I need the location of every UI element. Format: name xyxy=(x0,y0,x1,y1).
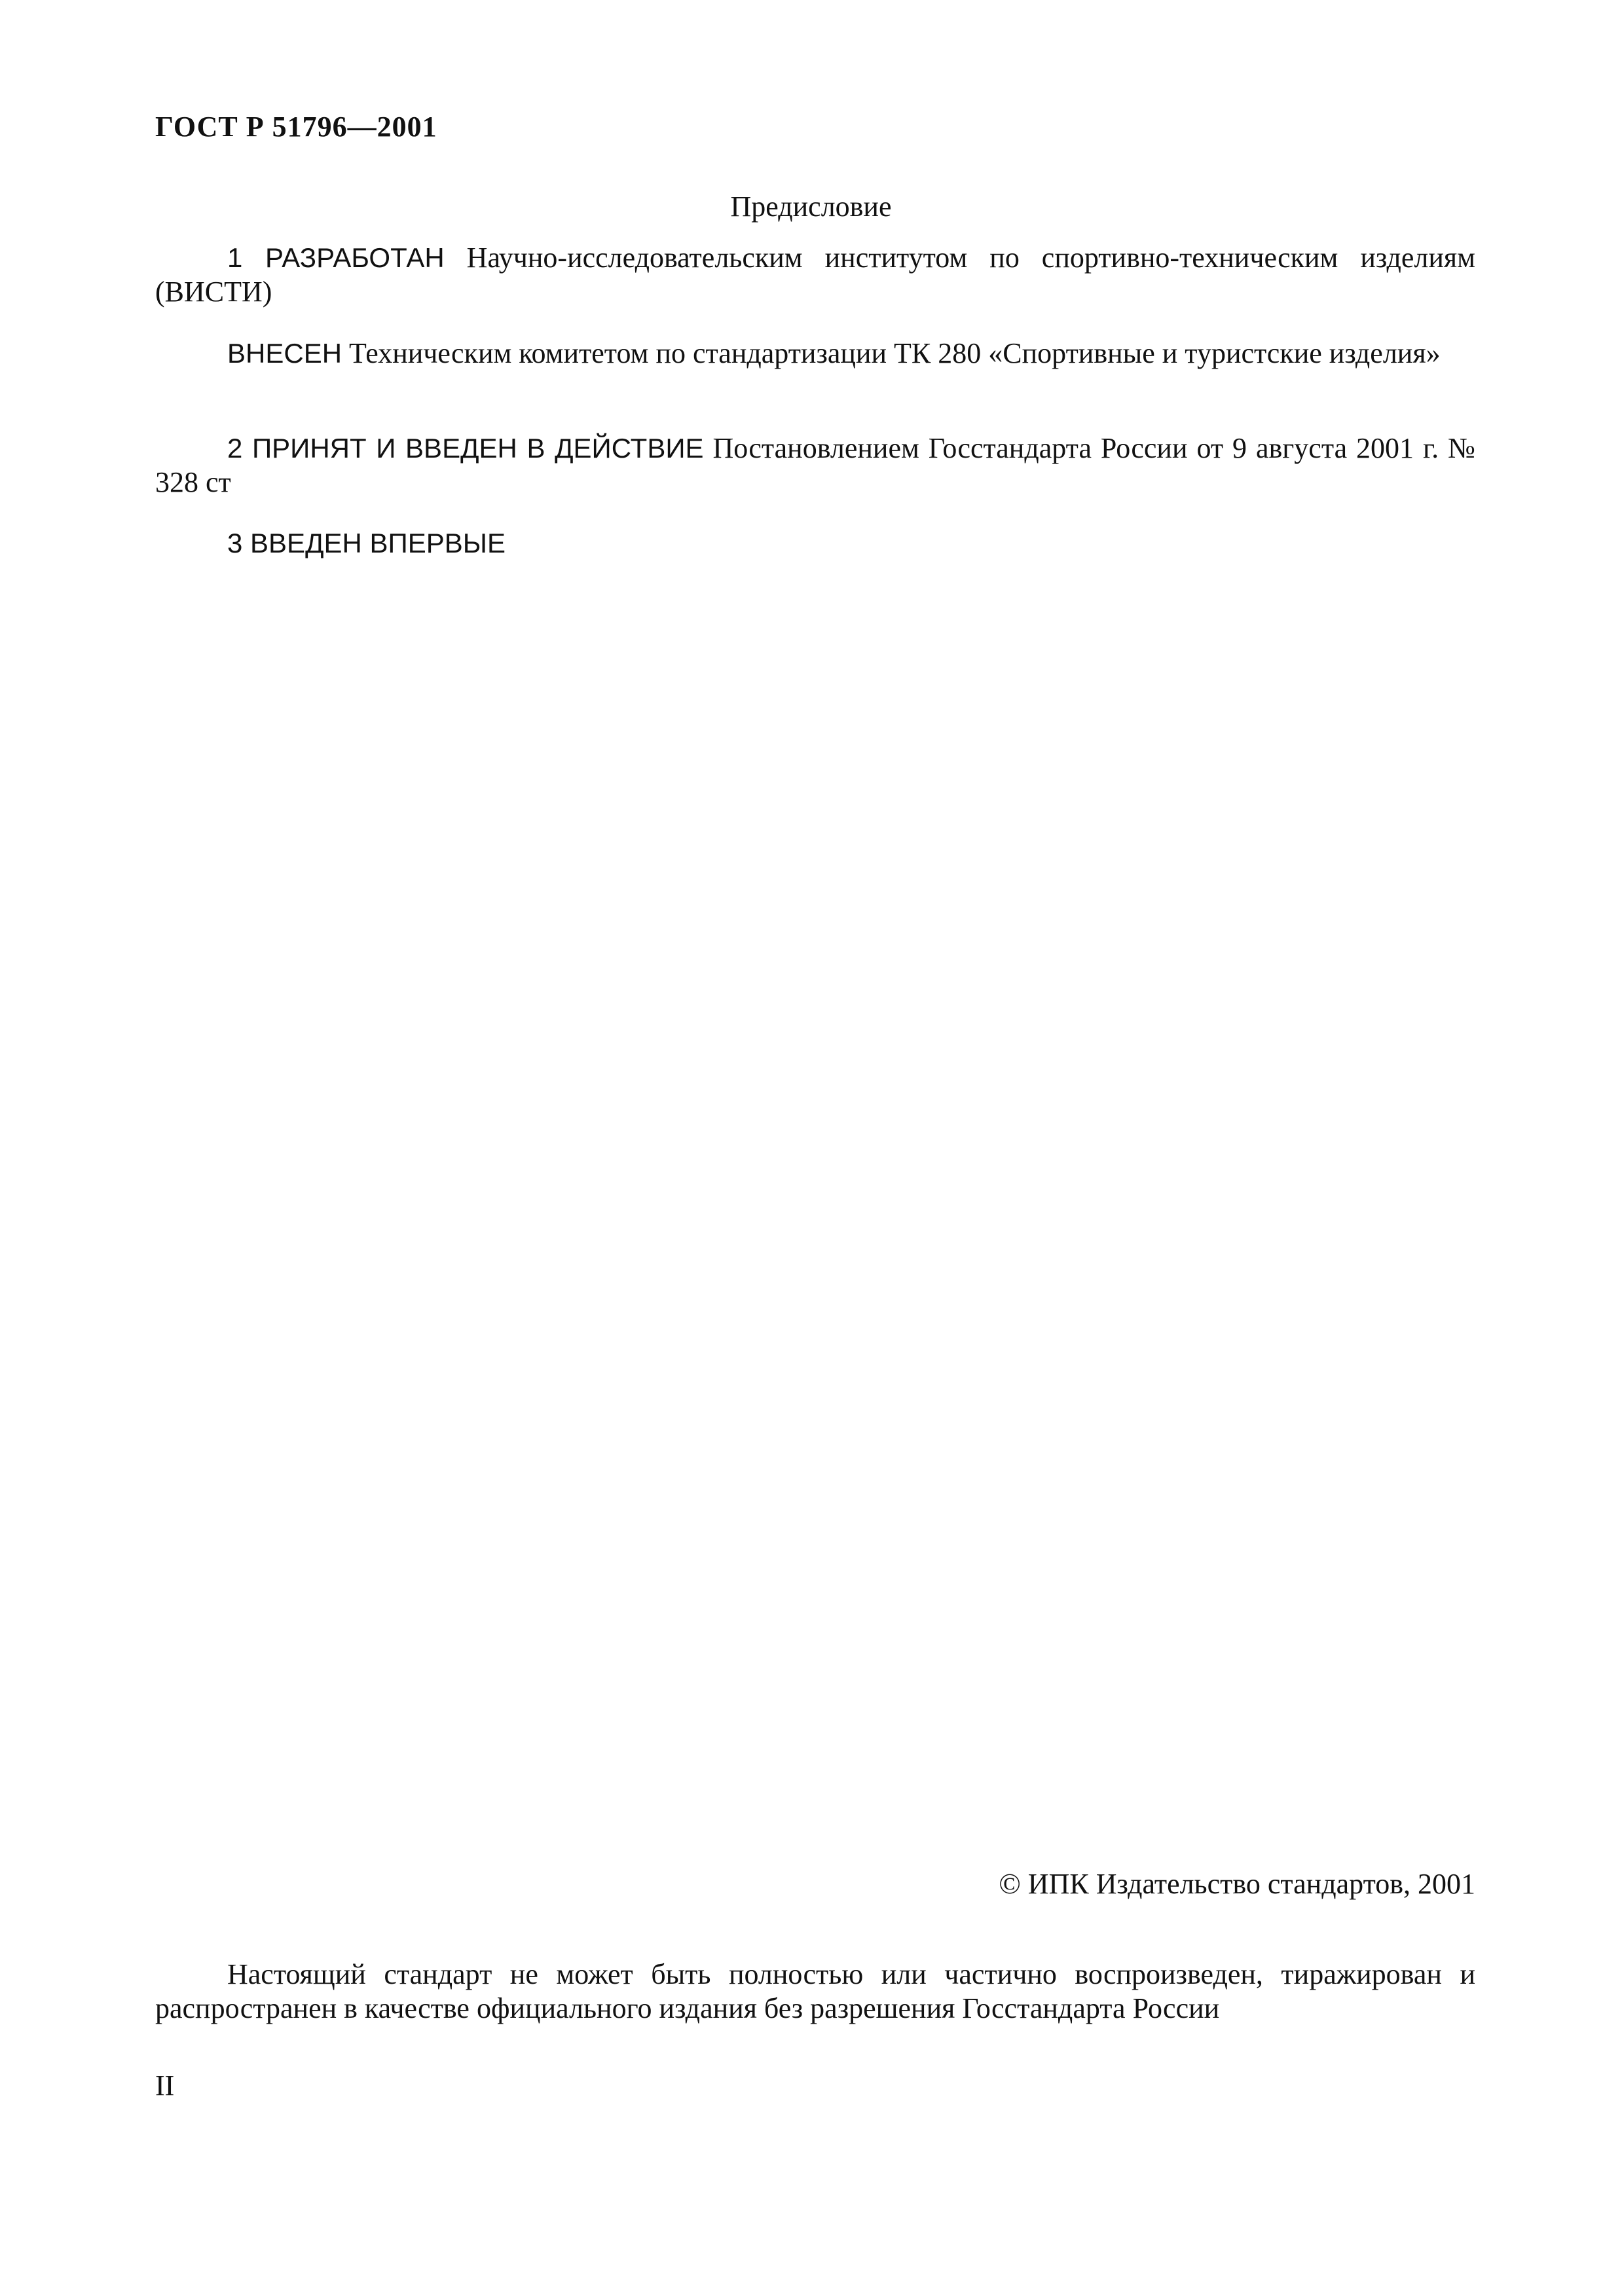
foreword-item-text: Техническим комитетом по стандартизации ТК 280 «Спортивные и туристские изделия» xyxy=(342,337,1441,369)
foreword-item-text: Научно-исследовательским институтом по спортивно-техническим изделиям (ВИСТИ) xyxy=(155,242,1475,308)
reproduction-notice: Настоящий стандарт не может быть полностью или частично воспроизведен, тиражирован и распространен в качестве официального издания без разрешения Госстандарта России xyxy=(155,1958,1475,2024)
copyright-line: © ИПК Издательство стандартов, 2001 xyxy=(999,1868,1475,1900)
foreword-item-text: Постановлением Госстандарта России от 9 августа 2001 г. № 328 ст xyxy=(155,432,1475,498)
foreword-item-developed xyxy=(155,241,1475,309)
foreword-item-introduced xyxy=(155,337,1475,371)
section-title xyxy=(0,190,1622,223)
foreword-item-lead: 3 ВВЕДЕН ВПЕРВЫЕ xyxy=(227,528,506,558)
foreword-item-lead: 1 РАЗРАБОТАН xyxy=(227,242,445,273)
section-title-text: Предисловие xyxy=(730,191,892,223)
foreword-item-lead: ВНЕСЕН xyxy=(227,338,342,369)
foreword-item-adopted xyxy=(155,431,1475,500)
foreword-item-lead: 2 ПРИНЯТ И ВВЕДЕН В ДЕЙСТВИЕ xyxy=(227,433,704,464)
page-number: II xyxy=(155,2069,175,2102)
standard-code-header: ГОСТ Р 51796—2001 xyxy=(155,111,437,143)
foreword-item-first-introduced xyxy=(155,526,1475,560)
